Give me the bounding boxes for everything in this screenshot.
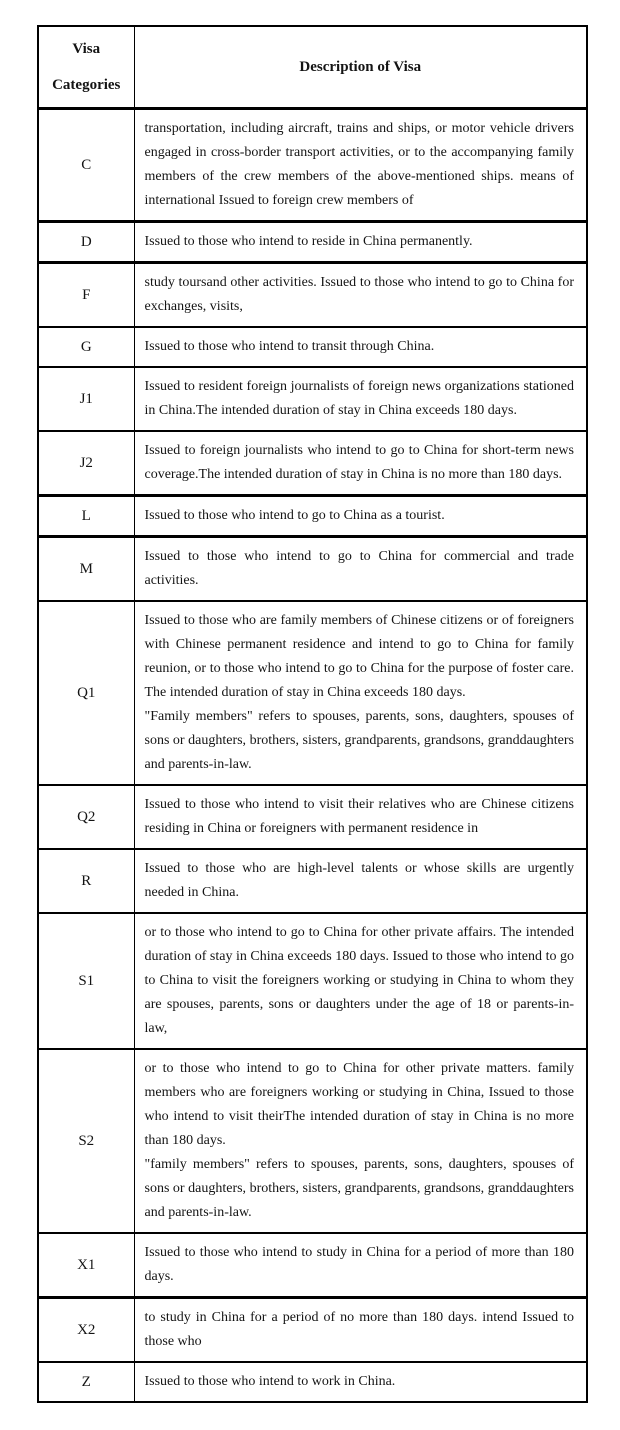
description-paragraph: to study in China for a period of no more than 180 days. intend Issued to those who xyxy=(144,1310,574,1349)
description-paragraph: Issued to those who are family members of Chinese citizens or of foreigners with Chinese permanent residence and intend to go to China for family reunion, or to those who intend to go to China for the purpose of foster care. The intended duration of stay in China exceeds 180 days. xyxy=(144,613,574,700)
visa-description-cell xyxy=(134,537,587,602)
table-row xyxy=(38,1233,587,1298)
visa-category-cell: S1 xyxy=(38,913,134,1049)
description-paragraph: transportation, including aircraft, trains and ships, or motor vehicle drivers engaged in cross-border transport activities, or to the accompanying family members of the crew members of the above-mentioned ships. means of international Issued to foreign crew members of xyxy=(144,121,574,208)
visa-category-cell: C xyxy=(38,109,134,222)
description-paragraph: or to those who intend to go to China for other private matters. family members who are foreigners working or studying in China, Issued to those who intend to visit theirThe intended duration of stay in China is no more than 180 days. xyxy=(144,1061,574,1148)
description-paragraph: Issued to resident foreign journalists of foreign news organizations stationed in China.The intended duration of stay in China exceeds 180 days. xyxy=(144,379,574,418)
visa-description-cell xyxy=(134,849,587,913)
visa-category-cell: Z xyxy=(38,1362,134,1402)
table-row xyxy=(38,263,587,328)
visa-category-cell: L xyxy=(38,496,134,537)
visa-category-cell: F xyxy=(38,263,134,328)
description-paragraph: "Family members" refers to spouses, parents, sons, daughters, spouses of sons or daughters, brothers, sisters, grandparents, grandsons, granddaughters and parents-in-law. xyxy=(144,709,574,772)
visa-table xyxy=(37,25,588,1403)
table-row xyxy=(38,537,587,602)
description-paragraph: Issued to those who are high-level talents or whose skills are urgently needed in China. xyxy=(144,861,574,900)
visa-description-cell xyxy=(134,263,587,328)
table-row xyxy=(38,1049,587,1233)
visa-description-cell xyxy=(134,601,587,785)
description-paragraph: Issued to those who intend to visit their relatives who are Chinese citizens residing in China or foreigners with permanent residence in xyxy=(144,797,574,836)
table-row xyxy=(38,367,587,431)
visa-description-cell xyxy=(134,109,587,222)
visa-description-cell xyxy=(134,1298,587,1363)
visa-table-body xyxy=(38,26,587,1402)
visa-description-cell xyxy=(134,1233,587,1298)
visa-category-cell: M xyxy=(38,537,134,602)
visa-description-cell xyxy=(134,913,587,1049)
description-paragraph: or to those who intend to go to China for other private affairs. The intended duration of stay in China exceeds 180 days. Issued to those who intend to go to China to visit the foreigners working or studying in China to whom they are spouses, parents, sons or daughters under the age of 18 or parents-in-law, xyxy=(144,925,574,1036)
description-paragraph: Issued to those who intend to work in China. xyxy=(144,1374,396,1389)
table-row xyxy=(38,913,587,1049)
table-row xyxy=(38,431,587,496)
visa-description-cell xyxy=(134,1049,587,1233)
visa-category-cell: J1 xyxy=(38,367,134,431)
table-row xyxy=(38,1298,587,1363)
visa-description-cell xyxy=(134,785,587,849)
visa-category-cell: R xyxy=(38,849,134,913)
table-row xyxy=(38,109,587,222)
description-paragraph: study toursand other activities. Issued to those who intend to go to China for exchanges, visits, xyxy=(144,275,574,314)
description-paragraph: Issued to foreign journalists who intend to go to China for short-term news coverage.The intended duration of stay in China is no more than 180 days. xyxy=(144,443,574,482)
header-row xyxy=(38,26,587,109)
visa-description-cell xyxy=(134,1362,587,1402)
description-paragraph: Issued to those who intend to go to China as a tourist. xyxy=(144,508,445,523)
visa-category-cell: S2 xyxy=(38,1049,134,1233)
table-row xyxy=(38,601,587,785)
visa-category-cell: D xyxy=(38,222,134,263)
visa-category-cell: Q2 xyxy=(38,785,134,849)
description-paragraph: Issued to those who intend to study in China for a period of more than 180 days. xyxy=(144,1245,574,1284)
description-paragraph: Issued to those who intend to transit through China. xyxy=(144,339,435,354)
table-row xyxy=(38,327,587,367)
visa-category-cell: G xyxy=(38,327,134,367)
description-paragraph: Issued to those who intend to go to China for commercial and trade activities. xyxy=(144,549,574,588)
visa-description-cell xyxy=(134,367,587,431)
visa-category-cell: J2 xyxy=(38,431,134,496)
table-row xyxy=(38,222,587,263)
visa-category-cell: X2 xyxy=(38,1298,134,1363)
table-row xyxy=(38,496,587,537)
visa-description-cell xyxy=(134,496,587,537)
description-paragraph: Issued to those who intend to reside in China permanently. xyxy=(144,234,473,249)
header-visa-categories: Visa Categories xyxy=(38,26,134,109)
visa-category-cell: X1 xyxy=(38,1233,134,1298)
table-row xyxy=(38,1362,587,1402)
table-row xyxy=(38,785,587,849)
description-paragraph: "family members" refers to spouses, parents, sons, daughters, spouses of sons or daughters, brothers, sisters, grandparents, grandsons, granddaughters and parents-in-law. xyxy=(144,1157,574,1220)
visa-description-cell xyxy=(134,222,587,263)
visa-category-cell: Q1 xyxy=(38,601,134,785)
header-description-of-visa: Description of Visa xyxy=(134,26,587,109)
table-row xyxy=(38,849,587,913)
visa-description-cell xyxy=(134,431,587,496)
visa-description-cell xyxy=(134,327,587,367)
